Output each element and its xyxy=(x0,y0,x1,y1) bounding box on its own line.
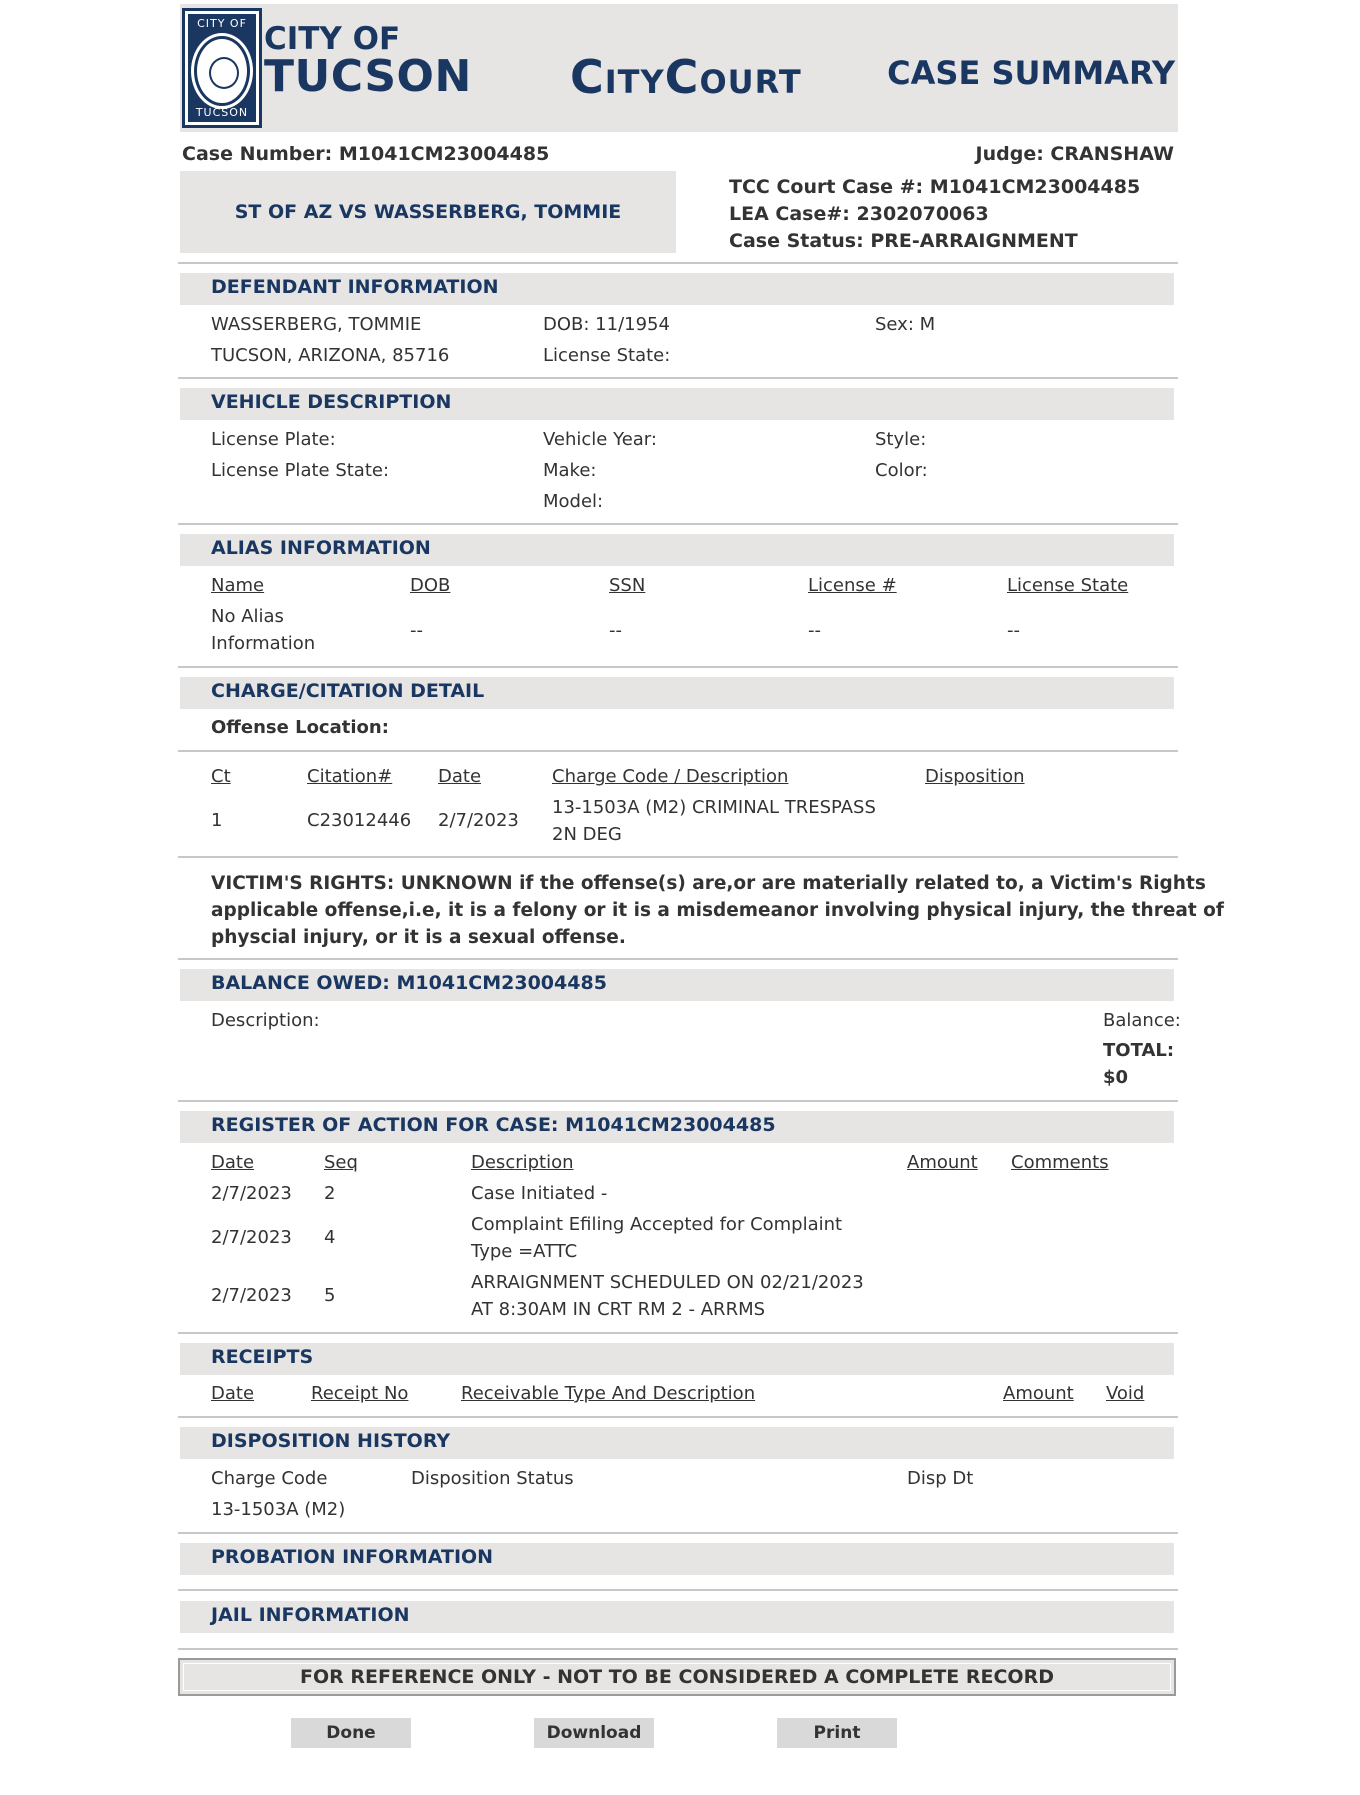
judge-label: Judge: xyxy=(975,143,1044,165)
register-col-comments: Comments xyxy=(1011,1152,1109,1173)
balance-total-label: TOTAL: xyxy=(1103,1040,1175,1061)
charge-col-date: Date xyxy=(438,766,482,787)
balance-heading: BALANCE OWED: M1041CM23004485 xyxy=(211,972,607,994)
register-row-date: 2/7/2023 xyxy=(211,1227,292,1248)
city-court-c1: C xyxy=(570,50,605,104)
city-court-c2: C xyxy=(664,50,700,104)
disposition-section-header xyxy=(180,1427,1174,1459)
register-col-seq: Seq xyxy=(324,1152,358,1173)
defendant-dob: DOB: 11/1954 xyxy=(543,314,670,335)
city-of-text: CITY OF xyxy=(264,21,401,57)
lea-value: 2302070063 xyxy=(856,203,989,225)
seal-top-text: CITY OF xyxy=(197,17,247,30)
alias-col-license: License # xyxy=(808,575,897,596)
register-row-desc: Complaint Efiling Accepted for Complaint xyxy=(471,1214,843,1235)
city-seal-logo xyxy=(182,8,262,128)
city-court-title xyxy=(570,50,802,104)
disposition-col-disp-dt: Disp Dt xyxy=(907,1468,974,1489)
seal-bottom-text: TUCSON xyxy=(195,106,249,119)
alias-heading: ALIAS INFORMATION xyxy=(211,537,431,559)
download-button[interactable]: Download xyxy=(534,1718,654,1748)
defendant-sex: Sex: M xyxy=(875,314,936,335)
receipts-section-header xyxy=(180,1343,1174,1375)
register-row-desc: ARRAIGNMENT SCHEDULED ON 02/21/2023 xyxy=(471,1272,864,1293)
divider xyxy=(178,1100,1178,1102)
vehicle-section-header xyxy=(180,388,1174,420)
defendant-address: TUCSON, ARIZONA, 85716 xyxy=(211,345,450,366)
register-row-desc-line2: AT 8:30AM IN CRT RM 2 - ARRMS xyxy=(471,1299,766,1320)
receipts-col-receivable-type: Receivable Type And Description xyxy=(461,1383,756,1404)
register-section-header xyxy=(180,1111,1174,1143)
probation-heading: PROBATION INFORMATION xyxy=(211,1546,494,1568)
disposition-col-status: Disposition Status xyxy=(411,1468,574,1489)
alias-name-line2: Information xyxy=(211,633,316,654)
vehicle-make: Make: xyxy=(543,460,597,481)
defendant-section-header xyxy=(180,273,1174,305)
license-plate: License Plate: xyxy=(211,429,336,450)
divider xyxy=(178,1332,1178,1334)
charge-ct-value: 1 xyxy=(211,810,223,831)
judge-value: CRANSHAW xyxy=(1050,143,1174,165)
charge-desc-line1: 13-1503A (M2) CRIMINAL TRESPASS xyxy=(552,797,876,818)
divider xyxy=(178,1416,1178,1418)
defendant-license-state: License State: xyxy=(543,345,671,366)
seal-emblem-icon xyxy=(194,36,250,106)
divider xyxy=(178,666,1178,668)
balance-description: Description: xyxy=(211,1010,320,1031)
case-number-label: Case Number: xyxy=(182,143,333,165)
city-court-ourt: OURT xyxy=(699,63,802,101)
case-status-label: Case Status: xyxy=(729,230,864,252)
done-button[interactable]: Done xyxy=(291,1718,411,1748)
receipts-col-receipt-no: Receipt No xyxy=(311,1383,409,1404)
defendant-name: WASSERBERG, TOMMIE xyxy=(211,314,422,335)
disposition-heading: DISPOSITION HISTORY xyxy=(211,1430,451,1452)
charge-citation-value: C23012446 xyxy=(307,810,412,831)
balance-total-value: $0 xyxy=(1103,1067,1129,1088)
license-plate-state: License Plate State: xyxy=(211,460,390,481)
divider xyxy=(178,377,1178,379)
lea-case xyxy=(729,203,989,225)
defendant-heading: DEFENDANT INFORMATION xyxy=(211,276,499,298)
vehicle-model: Model: xyxy=(543,491,604,512)
jail-section-header xyxy=(180,1601,1174,1633)
case-status xyxy=(729,230,1078,252)
charge-heading: CHARGE/CITATION DETAIL xyxy=(211,680,485,702)
offense-location: Offense Location: xyxy=(211,717,389,738)
register-row-seq: 5 xyxy=(324,1285,336,1306)
balance-label: Balance: xyxy=(1103,1010,1181,1031)
register-col-amount: Amount xyxy=(907,1152,978,1173)
divider xyxy=(178,262,1178,264)
divider xyxy=(178,1532,1178,1534)
divider xyxy=(178,1589,1178,1591)
case-number xyxy=(182,143,549,165)
vehicle-style: Style: xyxy=(875,429,927,450)
reference-notice xyxy=(178,1658,1176,1696)
divider xyxy=(178,856,1178,858)
page-header xyxy=(180,4,1178,132)
lea-label: LEA Case#: xyxy=(729,203,850,225)
receipts-heading: RECEIPTS xyxy=(211,1346,314,1368)
disposition-charge-code-value: 13-1503A (M2) xyxy=(211,1499,346,1520)
register-row-date: 2/7/2023 xyxy=(211,1183,292,1204)
probation-section-header xyxy=(180,1543,1174,1575)
tucson-text: TUCSON xyxy=(264,51,472,102)
alias-col-dob: DOB xyxy=(410,575,451,596)
register-col-date: Date xyxy=(211,1152,255,1173)
disposition-col-charge-code: Charge Code xyxy=(211,1468,328,1489)
vehicle-color: Color: xyxy=(875,460,928,481)
case-number-value: M1041CM23004485 xyxy=(338,143,550,165)
divider xyxy=(178,1648,1178,1650)
receipts-col-amount: Amount xyxy=(1003,1383,1074,1404)
case-status-value: PRE-ARRAIGNMENT xyxy=(870,230,1078,252)
divider xyxy=(178,958,1178,960)
charge-section-header xyxy=(180,677,1174,709)
case-summary-title: CASE SUMMARY xyxy=(887,54,1175,92)
alias-dob-value: -- xyxy=(410,620,423,641)
charge-desc-line2: 2N DEG xyxy=(552,824,622,845)
charge-col-citation: Citation# xyxy=(307,766,393,787)
alias-name-line1: No Alias xyxy=(211,606,284,627)
alias-license-state-value: -- xyxy=(1007,620,1020,641)
victim-rights-line2: applicable offense,i.e, it is a felony or it is a misdemeanor involving physical injury, the threat of xyxy=(211,900,1224,921)
print-button[interactable]: Print xyxy=(777,1718,897,1748)
reference-notice-text: FOR REFERENCE ONLY - NOT TO BE CONSIDERED A COMPLETE RECORD xyxy=(300,1666,1054,1688)
case-title: ST OF AZ VS WASSERBERG, TOMMIE xyxy=(180,171,676,253)
alias-section-header xyxy=(180,534,1174,566)
register-col-description: Description xyxy=(471,1152,574,1173)
tcc-label: TCC Court Case #: xyxy=(729,176,924,198)
divider xyxy=(178,750,1178,752)
alias-col-name: Name xyxy=(211,575,265,596)
jail-heading: JAIL INFORMATION xyxy=(211,1604,410,1626)
alias-ssn-value: -- xyxy=(609,620,622,641)
victim-rights-line1: VICTIM'S RIGHTS: UNKNOWN if the offense(s) are,or are materially related to, a Victim's Rights xyxy=(211,873,1206,894)
receipts-col-date: Date xyxy=(211,1383,255,1404)
charge-date-value: 2/7/2023 xyxy=(438,810,519,831)
vehicle-heading: VEHICLE DESCRIPTION xyxy=(211,391,452,413)
tcc-value: M1041CM23004485 xyxy=(929,176,1141,198)
register-row-date: 2/7/2023 xyxy=(211,1285,292,1306)
register-heading: REGISTER OF ACTION FOR CASE: M1041CM23004485 xyxy=(211,1114,776,1136)
judge xyxy=(976,143,1174,165)
register-row-desc-line2: Type =ATTC xyxy=(471,1241,578,1262)
register-row-seq: 4 xyxy=(324,1227,336,1248)
receipts-col-void: Void xyxy=(1106,1383,1145,1404)
victim-rights-line3: physcial injury, or it is a sexual offense. xyxy=(211,927,626,948)
vehicle-year: Vehicle Year: xyxy=(543,429,657,450)
divider xyxy=(178,523,1178,525)
alias-license-value: -- xyxy=(808,620,821,641)
alias-col-license-state: License State xyxy=(1007,575,1129,596)
register-row-desc: Case Initiated - xyxy=(471,1183,608,1204)
charge-col-disposition: Disposition xyxy=(925,766,1025,787)
charge-col-ct: Ct xyxy=(211,766,231,787)
city-court-ity: ITY xyxy=(604,63,665,101)
balance-section-header xyxy=(180,969,1174,1001)
tcc-court-case xyxy=(729,176,1140,198)
charge-col-description: Charge Code / Description xyxy=(552,766,789,787)
register-row-seq: 2 xyxy=(324,1183,336,1204)
alias-col-ssn: SSN xyxy=(609,575,646,596)
